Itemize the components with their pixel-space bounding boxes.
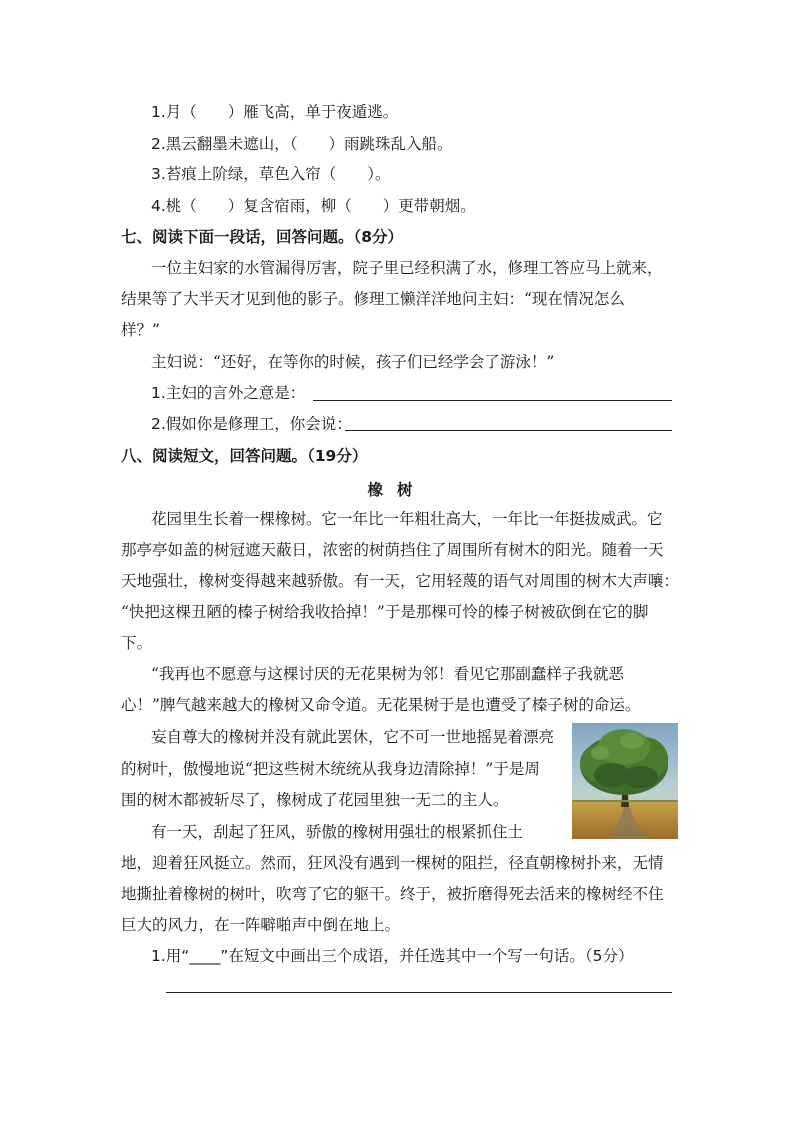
passage-p2-line2: 心！”脾气越来越大的橡树又命令道。无花果树于是也遭受了榛子树的命运。 [121, 696, 641, 714]
passage-p3-line3: 围的树木都被斩尽了，橡树成了花园里独一无二的主人。 [121, 791, 509, 809]
passage-p3-line2: 的树叶，傲慢地说“把这些树木统统从我身边清除掉！”于是周 [121, 760, 540, 778]
section8-heading: 八、阅读短文，回答问题。（19分） [121, 447, 368, 465]
passage-p1-line2: 那亭亭如盖的树冠遮天蔽日，浓密的树荫挡住了周围所有树木的阳光。随着一天 [121, 541, 664, 559]
section7-para1-line1: 一位主妇家的水管漏得厉害，院子里已经积满了水，修理工答应马上就来， [151, 259, 663, 277]
answer-line-2[interactable] [345, 430, 672, 431]
passage-p4-line1: 有一天，刮起了狂风，骄傲的橡树用强壮的根紧抓住土 [151, 823, 524, 841]
section7-para2: 主妇说：“还好，在等你的时候，孩子们已经学会了游泳！” [151, 353, 555, 371]
answer-line-1[interactable] [313, 400, 672, 401]
section7-para1-line3: 样？” [121, 321, 160, 339]
section7-question2: 2.假如你是修理工，你会说： [151, 415, 352, 433]
poem-fill-item-2: 2.黑云翻墨未遮山，（ ）雨跳珠乱入船。 [151, 135, 453, 153]
passage-p4-line4: 巨大的风力，在一阵噼啪声中倒在地上。 [121, 916, 401, 934]
passage-p1-line5: 下。 [121, 634, 153, 652]
answer-line-3[interactable] [166, 992, 672, 993]
oak-tree-image [572, 723, 678, 839]
poem-fill-item-4: 4.桃（ ）复含宿雨，柳（ ）更带朝烟。 [151, 197, 476, 215]
section7-heading: 七、阅读下面一段话，回答问题。（8分） [121, 228, 404, 246]
passage-p4-line2: 地，迎着狂风挺立。然而，狂风没有遇到一棵树的阻拦，径直朝橡树扑来，无情 [121, 854, 664, 872]
passage-p3-line1: 妄自尊大的橡树并没有就此罢休，它不可一世地摇晃着漂亮 [151, 728, 555, 746]
passage-p1-line1: 花园里生长着一棵橡树。它一年比一年粗壮高大，一年比一年挺拔威武。它 [151, 510, 663, 528]
poem-fill-item-1: 1.月（ ）雁飞高，单于夜遁逃。 [151, 103, 399, 121]
section7-question1: 1.主妇的言外之意是： [151, 384, 306, 402]
section7-para1-line2: 结果等了大半天才见到他的影子。修理工懒洋洋地问主妇：“现在情况怎么 [121, 290, 625, 308]
passage-p2-line1: “我再也不愿意与这棵讨厌的无花果树为邻！看见它那副蠢样子我就恶 [151, 665, 624, 683]
passage-p1-line3: 天地强壮，橡树变得越来越骄傲。有一天，它用轻蔑的语气对周围的树木大声嚷： [121, 572, 680, 590]
section8-question1: 1.用“____”在短文中画出三个成语，并任选其中一个写一句话。（5分） [151, 947, 634, 965]
passage-title: 橡树 [367, 480, 427, 499]
passage-p1-line4: “快把这棵丑陋的榛子树给我收拾掉！”于是那棵可怜的榛子树被砍倒在它的脚 [121, 603, 649, 621]
passage-p4-line3: 地撕扯着橡树的树叶，吹弯了它的躯干。终于，被折磨得死去活来的橡树经不住 [121, 885, 664, 903]
poem-fill-item-3: 3.苔痕上阶绿，草色入帘（ ）。 [151, 165, 391, 183]
